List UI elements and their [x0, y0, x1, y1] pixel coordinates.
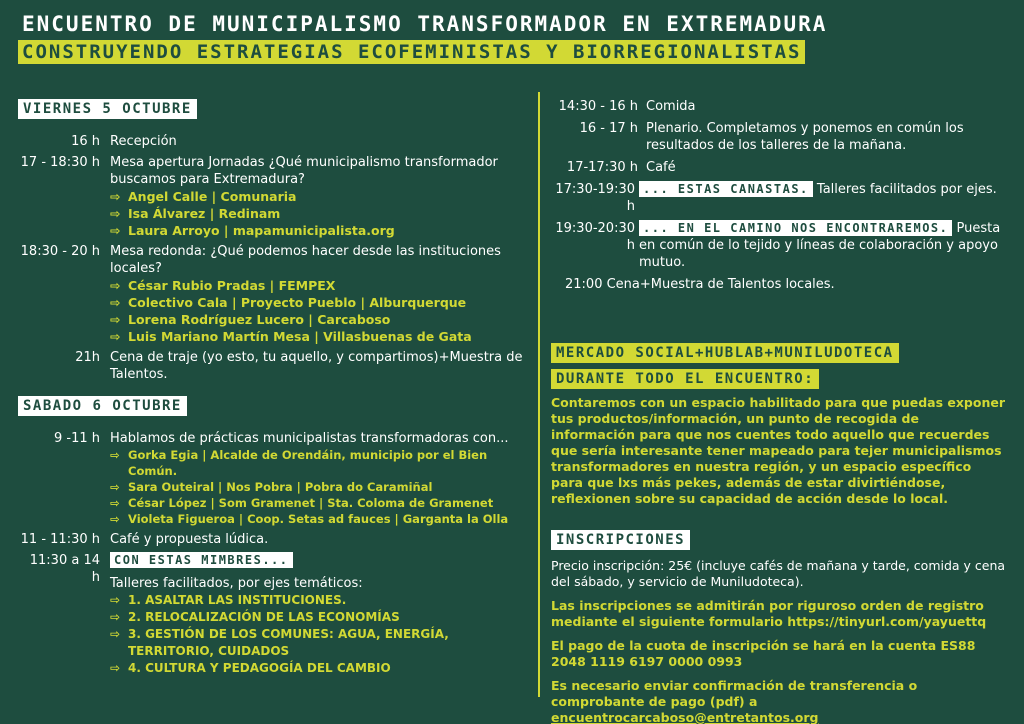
- schedule-text: Cena de traje (yo esto, tu aquello, y compartimos)+Muestra de Talentos.: [110, 350, 523, 382]
- pago-text: El pago de la cuota de inscripción se hará en la cuenta ES88 2048 1119 6197 0000 0993: [551, 638, 976, 669]
- schedule-time: 16 - 17 h: [579, 121, 638, 136]
- schedule-right-column: [551, 98, 1006, 724]
- mercado-heading-2: DURANTE TODO EL ENCUENTRO:: [551, 369, 819, 389]
- mercado-section: [551, 343, 1006, 507]
- schedule-left-column: [18, 98, 528, 689]
- mimbres-label: CON ESTAS MIMBRES...: [110, 552, 293, 568]
- schedule-time: 14:30 - 16 h: [558, 99, 638, 114]
- schedule-row-mimbres: [18, 552, 528, 677]
- speaker-item: ⇨ Sara Outeiral | Nos Pobra | Pobra do Caramiñal: [110, 479, 528, 495]
- saturday-list: [18, 430, 528, 548]
- schedule-text: Café: [646, 160, 676, 175]
- speaker-item: ⇨ Violeta Figueroa | Coop. Setas ad fauces | Garganta la Olla: [110, 511, 528, 527]
- schedule-time: 21h: [75, 350, 100, 365]
- schedule-row: [18, 133, 528, 150]
- mercado-text: Contaremos con un espacio habilitado para que puedas exponer tus productos/información, un punto de recogida de información para que nos cuentes todo aquello que recuerdes que sería interesante tener mapeado para tejer municipalismos transformadores en nuestra región, y un espacio específico para que lxs más pekes, además de estar divirtiéndose, reflexionen sobre su capacidad de acción desde lo local.: [551, 395, 1006, 506]
- schedule-row: [18, 349, 528, 383]
- schedule-time: 9 -11 h: [53, 431, 100, 446]
- mercado-heading: MERCADO SOCIAL+HUBLAB+MUNILUDOTECA: [551, 343, 899, 363]
- camino-label: ... EN EL CAMINO NOS ENCONTRAREMOS.: [639, 220, 952, 236]
- schedule-row: [551, 98, 1006, 115]
- schedule-row: [551, 276, 1006, 293]
- header: [18, 12, 831, 64]
- eje-item: ⇨ 4. CULTURA Y PEDAGOGÍA DEL CAMBIO: [110, 660, 528, 677]
- inscripciones-heading: INSCRIPCIONES: [551, 530, 690, 550]
- schedule-text: Plenario. Completamos y ponemos en común los resultados de los talleres de la mañana.: [646, 121, 964, 153]
- schedule-text: Talleres facilitados por ejes.: [812, 182, 997, 197]
- saturday-heading: SABADO 6 OCTUBRE: [18, 396, 187, 416]
- schedule-text: Café y propuesta lúdica.: [110, 532, 269, 547]
- saturday-section: [18, 395, 528, 677]
- eje-item: ⇨ 3. GESTIÓN DE LOS COMUNES: AGUA, ENERGÍA, TERRITORIO, CUIDADOS: [110, 626, 528, 660]
- speaker-item: ⇨ Angel Calle | Comunaria: [110, 188, 528, 205]
- schedule-row: [551, 120, 1006, 154]
- column-divider: [538, 92, 540, 697]
- schedule-time: 17:30-19:30 h: [555, 182, 635, 214]
- schedule-row: [18, 154, 528, 239]
- confirmacion-text: [551, 678, 1006, 724]
- schedule-text: Mesa redonda: ¿Qué podemos hacer desde las instituciones locales?: [110, 244, 501, 276]
- eje-item: ⇨ 1. ASALTAR LAS INSTITUCIONES.: [110, 592, 528, 609]
- schedule-row: [18, 243, 528, 345]
- speaker-item: ⇨ César Rubio Pradas | FEMPEX: [110, 277, 528, 294]
- schedule-row: [18, 531, 528, 548]
- speaker-item: ⇨ Gorka Egia | Alcalde de Orendáin, municipio por el Bien Común.: [110, 447, 528, 479]
- schedule-time: 11 - 11:30 h: [20, 532, 100, 547]
- speaker-item: ⇨ Colectivo Cala | Proyecto Pueblo | Alburquerque: [110, 294, 528, 311]
- schedule-time: 17 - 18:30 h: [20, 155, 100, 170]
- schedule-time: 16 h: [71, 134, 100, 149]
- schedule-time: 11:30 a 14 h: [29, 553, 100, 585]
- afternoon-schedule: [551, 98, 1006, 293]
- schedule-row: [18, 430, 528, 527]
- schedule-text: Puesta en común de lo tejido y líneas de colaboración y apoyo mutuo.: [639, 221, 1001, 270]
- schedule-text: Hablamos de prácticas municipalistas transformadoras con...: [110, 431, 509, 446]
- schedule-text: Comida: [646, 99, 696, 114]
- speaker-item: ⇨ Isa Álvarez | Redinam: [110, 205, 528, 222]
- page-title: ENCUENTRO DE MUNICIPALISMO TRANSFORMADOR EN EXTREMADURA: [22, 12, 828, 36]
- friday-section: [18, 98, 528, 383]
- schedule-time: 18:30 - 20 h: [20, 244, 100, 259]
- orden-text: Las inscripciones se admitirán por riguroso orden de registro mediante el siguiente formulario https://tinyurl.com/yayuettq: [551, 598, 987, 629]
- schedule-row: [551, 159, 1006, 176]
- schedule-text: Recepción: [110, 134, 177, 149]
- precio-text: Precio inscripción: 25€ (incluye cafés de mañana y tarde, comida y cena del sábado, y servicio de Muniludoteca).: [551, 558, 1006, 589]
- schedule-time: 19:30-20:30 h: [555, 221, 635, 253]
- schedule-time: 17-17:30 h: [566, 160, 638, 175]
- page-subtitle: CONSTRUYENDO ESTRATEGIAS ECOFEMINISTAS Y BIORREGIONALISTAS: [18, 40, 805, 64]
- speaker-item: ⇨ César López | Som Gramenet | Sta. Coloma de Gramenet: [110, 495, 528, 511]
- inscripciones-section: [551, 529, 1006, 724]
- schedule-text: Mesa apertura Jornadas ¿Qué municipalismo transformador buscamos para Extremadura?: [110, 155, 498, 187]
- talleres-intro: Talleres facilitados, por ejes temáticos:: [110, 576, 363, 591]
- schedule-row: [551, 220, 1006, 271]
- canastas-label: ... ESTAS CANASTAS.: [639, 181, 813, 197]
- confirmacion-label: Es necesario enviar confirmación de transferencia o comprobante de pago (pdf) a: [551, 678, 918, 709]
- schedule-text: 21:00 Cena+Muestra de Talentos locales.: [565, 277, 835, 292]
- speaker-item: ⇨ Lorena Rodríguez Lucero | Carcaboso: [110, 311, 528, 328]
- ejes-list: [110, 592, 528, 677]
- friday-list: [18, 133, 528, 383]
- eje-item: ⇨ 2. RELOCALIZACIÓN DE LAS ECONOMÍAS: [110, 609, 528, 626]
- friday-heading: VIERNES 5 OCTUBRE: [18, 99, 197, 119]
- email-link[interactable]: encuentrocarcaboso@entretantos.org: [551, 710, 819, 724]
- speaker-item: ⇨ Luis Mariano Martín Mesa | Villasbuenas de Gata: [110, 328, 528, 345]
- schedule-row: [551, 181, 1006, 215]
- speaker-item: ⇨ Laura Arroyo | mapamunicipalista.org: [110, 222, 528, 239]
